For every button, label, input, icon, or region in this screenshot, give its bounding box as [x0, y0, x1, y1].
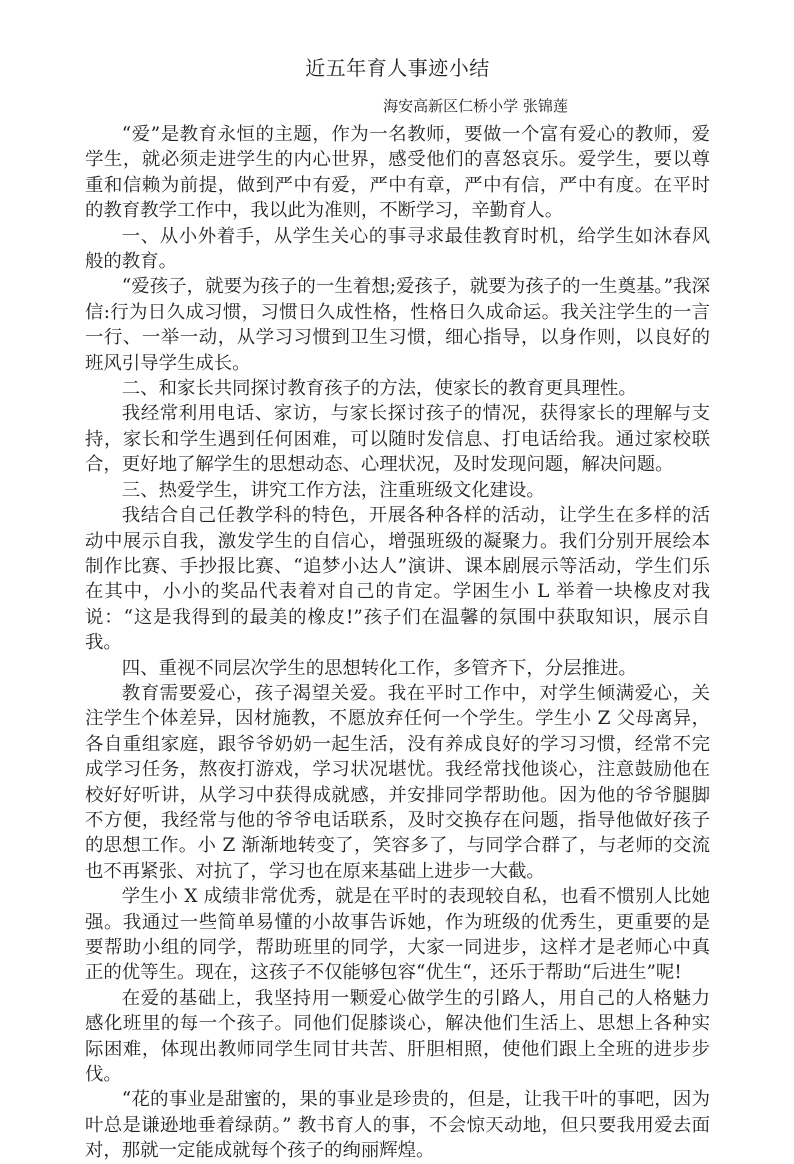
paragraph: “爱”是教育永恒的主题，作为一名教师，要做一个富有爱心的教师，爱学生，就必须走进学生的内心世界，感受他们的喜怒哀乐。爱学生，要以尊重和信赖为前提，做到严中有爱，严中有章，严中有信，严中有度。在平时的教育教学工作中，我以此为准则，不断学习，辛勤育人。: [85, 124, 710, 222]
paragraph: 在爱的基础上，我坚持用一颗爱心做学生的引路人，用自己的人格魅力感化班里的每一个孩子。同他们促膝谈心，解决他们生活上、思想上各种实际困难，体现出教师同学生同甘共苦、肝胆相照，使他们跟上全班的进步步伐。: [85, 987, 710, 1086]
document-body: [85, 122, 710, 1164]
paragraph: 我结合自己任教学科的特色，开展各种各样的活动，让学生在多样的活动中展示自我，激发学生的自信心，增强班级的凝聚力。我们分别开展绘本制作比赛、手抄报比赛、“追梦小达人”演讲、课本剧展示等活动，学生们乐在其中，小小的奖品代表着对自己的肯定。学困生小 L 举着一块橡皮对我说：“这是我得到的最美的橡皮!”孩子们在温馨的氛围中获取知识，展示自我。: [85, 505, 710, 654]
paragraph: “花的事业是甜蜜的，果的事业是珍贵的，但是，让我干叶的事吧，因为叶总是谦逊地垂着绿荫。” 教书育人的事，不会惊天动地，但只要我用爱去面对，那就一定能成就每个孩子的绚丽辉煌。: [85, 1089, 710, 1162]
paragraph: “爱孩子，就要为孩子的一生着想;爱孩子，就要为孩子的一生奠基。”我深信:行为日久成习惯，习惯日久成性格，性格日久成命运。我关注学生的一言一行、一举一动，从学习习惯到卫生习惯，细心指导，以身作则，以良好的班风引导学生成长。: [85, 276, 710, 374]
paragraph: 一、从小外着手，从学生关心的事寻求最佳教育时机，给学生如沐春风般的教育。: [85, 225, 710, 273]
paragraph: 三、热爱学生，讲究工作方法，注重班级文化建设。: [121, 479, 545, 501]
paragraph: 二、和家长共同探讨教育孩子的方法，使家长的教育更具理性。: [121, 378, 637, 400]
byline: 海安高新区仁桥小学 张锦莲: [383, 97, 568, 115]
paragraph: 教育需要爱心，孩子渴望关爱。我在平时工作中，对学生倾满爱心，关注学生个体差异，因材施教，不愿放弃任何一个学生。学生小 Z 父母离异，各自重组家庭，跟爷爷奶奶一起生活，没有养成良好的学习习惯，经常不完成学习任务，熬夜打游戏，学习状况堪忧。我经常找他谈心，注意鼓励他在校好好听讲，从学习中获得成就感，并安排同学帮助他。因为他的爷爷腿脚不方便，我经常与他的爷爷电话联系，及时交换存在问题，指导他做好孩子的思想工作。小 Z 渐渐地转变了，笑容多了，与同学合群了，与老师的交流也不再紧张、对抗了，学习也在原来基础上进步一大截。: [85, 682, 710, 882]
paragraph: 我经常利用电话、家访，与家长探讨孩子的情况，获得家长的理解与支持，家长和学生遇到任何困难，可以随时发信息、打电话给我。通过家校联合，更好地了解学生的思想动态、心理状况，及时发现问题，解决问题。: [85, 403, 710, 476]
document-title: 近五年育人事迹小结: [305, 56, 490, 80]
paragraph: 学生小 X 成绩非常优秀，就是在平时的表现较自私，也看不惯别人比她强。我通过一些简单易懂的小故事告诉她，作为班级的优秀生，更重要的是要帮助小组的同学，帮助班里的同学，大家一同进步，这样才是老师心中真正的优等生。现在，这孩子不仅能够包容“优生“，还乐于帮助“后进生”呢!: [85, 886, 710, 984]
paragraph: 四、重视不同层次学生的思想转化工作，多管齐下，分层推进。: [121, 657, 637, 679]
